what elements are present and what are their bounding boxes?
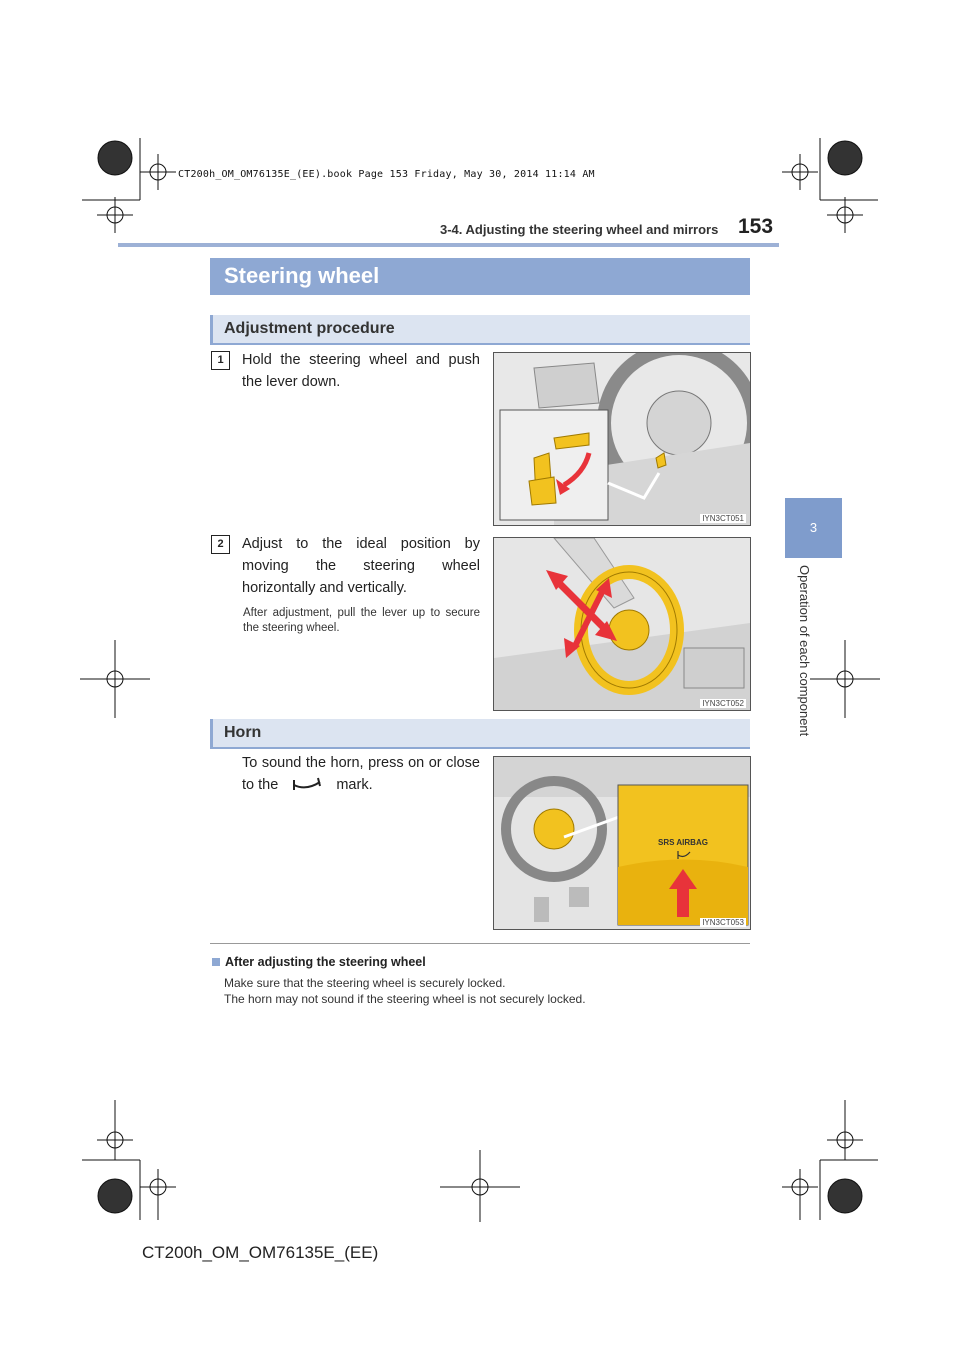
step-text: Hold the steering wheel and push the lever down. xyxy=(242,352,480,390)
adjust-illustration-svg xyxy=(494,538,750,710)
step-badge: 2 xyxy=(211,535,230,554)
note-line: The horn may not sound if the steering wheel is not securely locked. xyxy=(224,992,586,1006)
note-line: Make sure that the steering wheel is securely locked. xyxy=(224,976,506,990)
image-code: IYN3CT053 xyxy=(702,918,744,927)
square-bullet-icon xyxy=(212,958,220,966)
note-heading xyxy=(212,955,426,969)
step-badge: 1 xyxy=(211,351,230,370)
book-info-line: CT200h_OM_OM76135E_(EE).book Page 153 Friday, May 30, 2014 11:14 AM xyxy=(178,169,595,180)
chapter-tab: 3 xyxy=(785,498,842,558)
section-title-bar xyxy=(210,258,750,295)
illustration-adjust-wheel xyxy=(493,537,751,711)
footer-code: CT200h_OM_OM76135E_(EE) xyxy=(142,1243,379,1262)
chapter-tab-title: Operation of each component xyxy=(797,565,812,737)
horn-bar xyxy=(210,719,750,749)
page-number: 153 xyxy=(738,215,774,238)
horn-text-before: To sound the horn, press on or close to the xyxy=(242,755,480,793)
note-heading-text: After adjusting the steering wheel xyxy=(225,955,426,969)
horn-title: Horn xyxy=(224,724,262,741)
section-title: Steering wheel xyxy=(224,263,380,288)
horn-text xyxy=(242,752,480,796)
illustration-horn xyxy=(493,756,751,930)
horn-icon xyxy=(290,776,324,794)
horn-illustration-svg xyxy=(494,757,750,929)
adjustment-procedure-title: Adjustment procedure xyxy=(224,320,395,337)
illustration-lever-down xyxy=(493,352,751,526)
image-code: IYN3CT052 xyxy=(702,699,744,708)
step-text: Adjust to the ideal position by moving the steering wheel horizontally and vertically. xyxy=(242,536,480,596)
adjustment-procedure-bar xyxy=(210,315,750,345)
section-header-title: 3-4. Adjusting the steering wheel and mirrors xyxy=(440,222,719,237)
airbag-label: SRS AIRBAG xyxy=(658,838,708,847)
note-rule xyxy=(210,943,750,944)
step-note: After adjustment, pull the lever up to secure the steering wheel. xyxy=(243,607,480,634)
lever-illustration-svg xyxy=(494,353,750,525)
horn-text-after: mark. xyxy=(336,777,373,793)
header-rule xyxy=(118,243,779,247)
image-code: IYN3CT051 xyxy=(702,514,744,523)
